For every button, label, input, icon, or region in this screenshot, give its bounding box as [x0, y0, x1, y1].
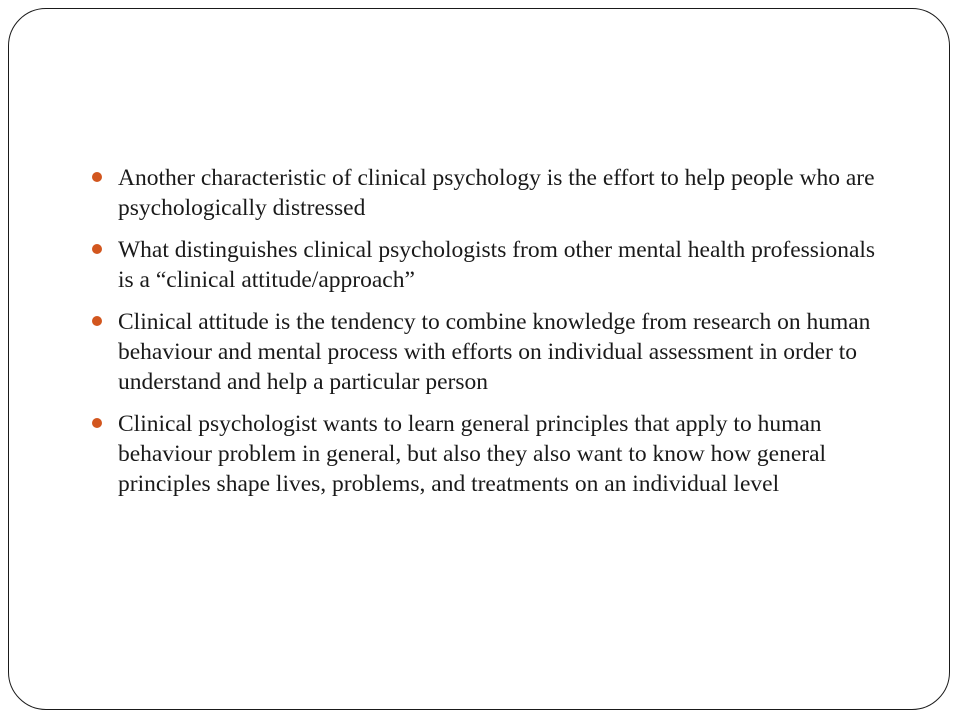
- bullet-item: [92, 409, 892, 499]
- bullet-item: [92, 235, 892, 295]
- slide-content: [92, 163, 892, 511]
- bullet-dot-icon: [92, 172, 102, 182]
- bullet-list: [92, 163, 892, 499]
- bullet-item: [92, 307, 892, 397]
- bullet-dot-icon: [92, 316, 102, 326]
- bullet-dot-icon: [92, 244, 102, 254]
- bullet-item: [92, 163, 892, 223]
- bullet-text: Clinical attitude is the tendency to combine knowledge from research on human behaviour and mental process with efforts on individual assessment in order to understand and help a particular person: [118, 309, 871, 395]
- bullet-text: Another characteristic of clinical psychology is the effort to help people who are psychologically distressed: [118, 165, 875, 221]
- bullet-text: Clinical psychologist wants to learn general principles that apply to human behaviour problem in general, but also they also want to know how general principles shape lives, problems, and treatments on an individual level: [118, 411, 827, 497]
- bullet-dot-icon: [92, 418, 102, 428]
- bullet-text: What distinguishes clinical psychologists from other mental health professionals is a “clinical attitude/approach”: [118, 237, 876, 293]
